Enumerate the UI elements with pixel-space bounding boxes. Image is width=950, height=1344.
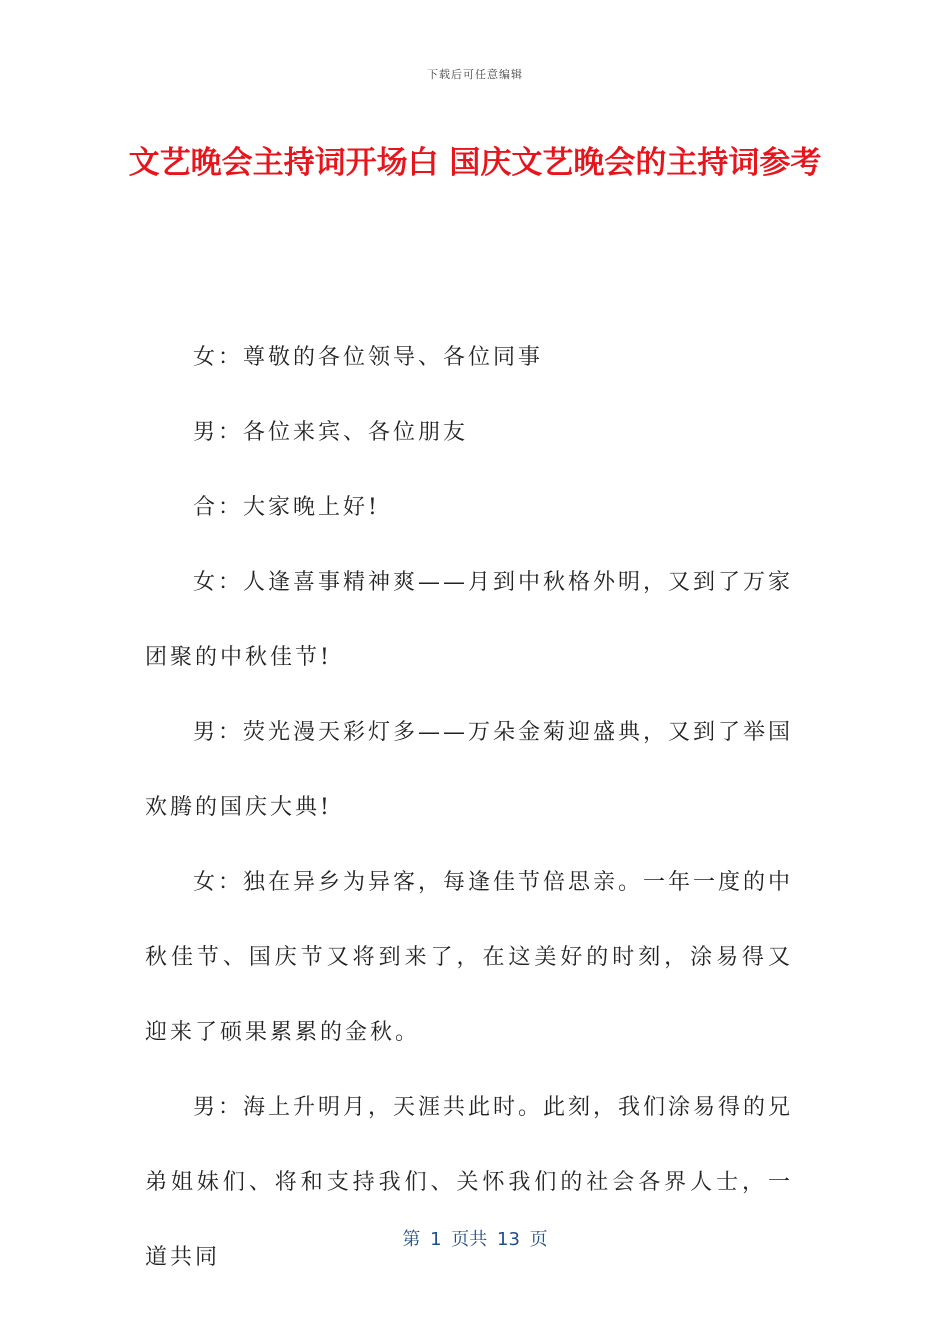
header-note: 下载后可任意编辑 xyxy=(427,68,523,81)
paragraph: 男：荧光漫天彩灯多——万朵金菊迎盛典，又到了举国欢腾的国庆大典! xyxy=(145,720,794,820)
footer-total-pages: 13 xyxy=(497,1229,520,1250)
paragraph: 男：海上升明月，天涯共此时。此刻，我们涂易得的兄弟姐妹们、将和支持我们、关怀我们的社会各界人士，一道共同 xyxy=(145,1095,794,1270)
footer-prefix: 第 xyxy=(402,1229,421,1250)
paragraph: 合：大家晚上好! xyxy=(193,495,380,520)
paragraph: 女：人逢喜事精神爽——月到中秋格外明，又到了万家团聚的中秋佳节! xyxy=(145,570,794,670)
document-body xyxy=(145,320,793,1295)
paragraph: 女：独在异乡为异客，每逢佳节倍思亲。一年一度的中秋佳节、国庆节又将到来了，在这美好的时刻，涂易得又迎来了硕果累累的金秋。 xyxy=(145,870,794,1045)
page-footer xyxy=(0,1225,950,1251)
document-title: 文艺晚会主持词开场白 国庆文艺晚会的主持词参考 xyxy=(128,145,822,181)
footer-middle: 页共 xyxy=(451,1229,488,1250)
footer-suffix: 页 xyxy=(529,1229,548,1250)
footer-page-number: 1 xyxy=(430,1229,442,1250)
paragraph: 男：各位来宾、各位朋友 xyxy=(193,420,469,445)
paragraph: 女：尊敬的各位领导、各位同事 xyxy=(193,345,544,370)
